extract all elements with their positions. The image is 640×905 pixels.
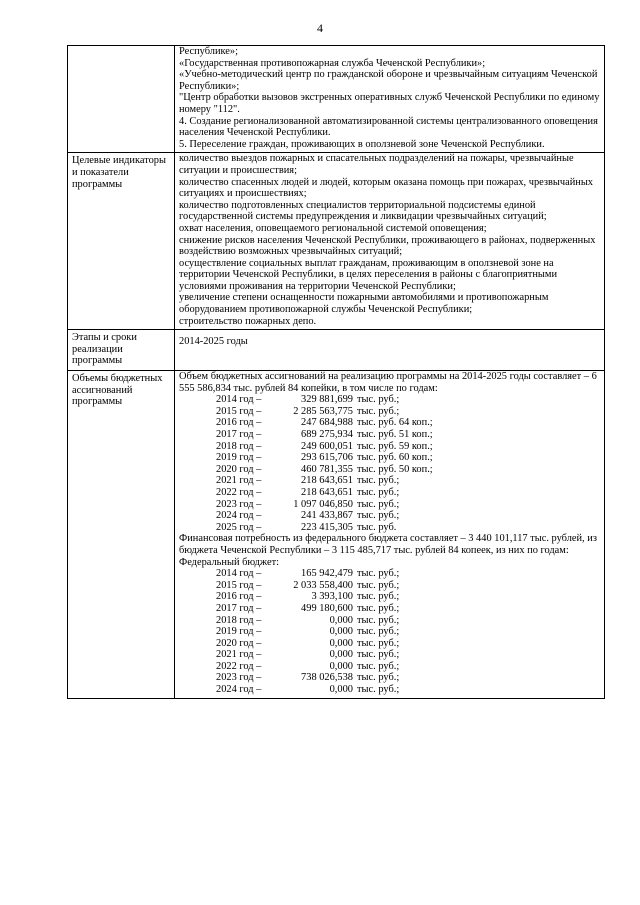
- year-row: [179, 487, 601, 499]
- year-row: [179, 429, 601, 441]
- text-line: охват населения, оповещаемого региональной системой оповещения;: [179, 222, 487, 234]
- year-label: 2024 год –: [216, 684, 262, 696]
- year-amount: 0,000: [329, 637, 353, 649]
- page-number: 4: [317, 21, 323, 35]
- year-amount: 0,000: [329, 614, 353, 626]
- year-amount: 218 643,651: [301, 475, 353, 487]
- year-row: [179, 394, 601, 406]
- year-unit: тыс. руб. 64 коп.;: [357, 417, 433, 429]
- federal-year-row: [179, 591, 601, 603]
- row-value: 2014-2025 годы: [179, 336, 248, 348]
- federal-year-row: [179, 568, 601, 580]
- year-amount: 0,000: [329, 626, 353, 638]
- year-unit: тыс. руб. 51 коп.;: [357, 429, 433, 440]
- year-unit: тыс. руб.;: [357, 579, 400, 591]
- year-unit: тыс. руб.;: [357, 626, 400, 638]
- year-label: 2024 год –: [216, 510, 262, 522]
- year-unit: тыс. руб.;: [357, 486, 400, 498]
- year-amount: 689 275,934: [301, 429, 353, 440]
- federal-budget-heading: Федеральный бюджет:: [179, 556, 279, 568]
- year-label: 2023 год –: [216, 498, 262, 510]
- row-label: [68, 46, 175, 152]
- year-label: 2018 год –: [216, 614, 262, 626]
- text-line: снижение рисков населения Чеченской Республики, проживающего в районах, подверженных воздействию возможных чрезвычайных ситуаций;: [179, 234, 596, 258]
- federal-year-row: [179, 672, 601, 684]
- finance-need-text: Финансовая потребность из федерального бюджета составляет – 3 440 101,117 тыс. рублей, из бюджета Чеченской Республики – 3 115 485,717 тыс. рублей 84 копеек, из них по годам:: [179, 533, 597, 556]
- year-amount: 0,000: [329, 649, 353, 661]
- year-row: [179, 464, 601, 476]
- year-amount: 2 285 563,775: [293, 405, 353, 417]
- year-label: 2016 год –: [216, 591, 262, 603]
- federal-year-row: [179, 638, 601, 650]
- year-amount: 218 643,651: [301, 486, 353, 498]
- text-line: Республике»;: [179, 46, 238, 57]
- year-amount: 293 615,706: [301, 452, 353, 464]
- year-unit: тыс. руб.;: [357, 637, 400, 649]
- year-unit: тыс. руб.;: [357, 602, 400, 614]
- year-unit: тыс. руб.;: [357, 405, 400, 417]
- year-unit: тыс. руб.;: [357, 672, 400, 684]
- year-row: [179, 406, 601, 418]
- year-amount: 223 415,305: [301, 521, 353, 533]
- year-unit: тыс. руб.;: [357, 649, 400, 661]
- year-unit: тыс. руб. 50 коп.;: [357, 463, 433, 475]
- year-amount: 249 600,051: [301, 440, 353, 452]
- year-label: 2017 год –: [216, 429, 262, 440]
- text-line: «Учебно-методический центр по гражданской обороне и чрезвычайным ситуациям Чеченской Республики»;: [179, 69, 598, 92]
- text-line: 5. Переселение граждан, проживающих в оползневой зоне Чеченской Республики.: [179, 138, 545, 150]
- year-label: 2015 год –: [216, 405, 262, 417]
- text-line: "Центр обработки вызовов экстренных оперативных служб Чеченской Республики по единому номеру "112".: [179, 92, 600, 115]
- year-row: [179, 475, 601, 487]
- text-line: количество спасенных людей и людей, которым оказана помощь при пожарах, чрезвычайных ситуациях и происшествиях;: [179, 176, 594, 200]
- year-label: 2018 год –: [216, 440, 262, 452]
- federal-year-row: [179, 615, 601, 627]
- text-line: «Государственная противопожарная служба Чеченской Республики»;: [179, 57, 486, 69]
- year-label: 2022 год –: [216, 486, 262, 498]
- year-label: 2020 год –: [216, 463, 262, 475]
- funding-intro: Объем бюджетных ассигнований на реализацию программы на 2014-2025 годы составляет – 6 555 586,834 тыс. рублей 84 копейки, в том числе по годам:: [179, 371, 597, 394]
- year-label: 2020 год –: [216, 637, 262, 649]
- year-unit: тыс. руб.;: [357, 614, 400, 626]
- year-label: 2025 год –: [216, 521, 262, 533]
- year-unit: тыс. руб.;: [357, 475, 400, 487]
- year-unit: тыс. руб.;: [357, 394, 400, 406]
- year-amount: 329 881,699: [301, 394, 353, 406]
- year-label: 2023 год –: [216, 672, 262, 684]
- year-label: 2016 год –: [216, 417, 262, 429]
- federal-year-row: [179, 684, 601, 696]
- row-value: [175, 46, 604, 152]
- year-label: 2017 год –: [216, 602, 262, 614]
- year-label: 2019 год –: [216, 626, 262, 638]
- year-label: 2015 год –: [216, 579, 262, 591]
- federal-year-row: [179, 661, 601, 673]
- text-line: количество выездов пожарных и спасательных подразделений на пожары, чрезвычайные ситуации и происшествия;: [179, 153, 574, 176]
- year-row: [179, 510, 601, 522]
- year-amount: 165 942,479: [301, 568, 353, 580]
- year-unit: тыс. руб.;: [357, 498, 400, 510]
- funding-years-list: [179, 394, 601, 533]
- text-line: увеличение степени оснащенности пожарными автомобилями и противопожарным оборудованием противопожарной службы Чеченской Республики;: [179, 292, 549, 316]
- year-unit: тыс. руб.;: [357, 510, 400, 522]
- federal-year-row: [179, 580, 601, 592]
- year-unit: тыс. руб. 59 коп.;: [357, 440, 433, 452]
- year-amount: 247 684,988: [301, 417, 353, 429]
- year-unit: тыс. руб. 60 коп.;: [357, 452, 433, 464]
- text-line: осуществление социальных выплат гражданам, проживающим в оползневой зоне на территории Чеченской Республики, в целях переселения в районы с благоприятными условиями проживания на территории Чеченской Республики;: [179, 257, 557, 292]
- passport-table: [67, 45, 605, 699]
- year-row: [179, 522, 601, 534]
- year-row: [179, 441, 601, 453]
- year-label: 2022 год –: [216, 660, 262, 672]
- year-unit: тыс. руб.;: [357, 568, 400, 580]
- row-label: Этапы и сроки реализации программы: [68, 330, 175, 370]
- table-row: [68, 46, 604, 152]
- row-value: [175, 153, 604, 329]
- year-label: 2014 год –: [216, 568, 262, 580]
- year-unit: тыс. руб.;: [357, 684, 400, 696]
- row-value: [175, 371, 604, 698]
- year-unit: тыс. руб.;: [357, 660, 400, 672]
- year-amount: 0,000: [329, 684, 353, 696]
- year-amount: 499 180,600: [301, 602, 353, 614]
- federal-years-list: [179, 568, 601, 696]
- year-amount: 3 393,100: [311, 591, 353, 603]
- year-row: [179, 499, 601, 511]
- year-row: [179, 417, 601, 429]
- federal-year-row: [179, 649, 601, 661]
- row-label: Объемы бюджетных ассигнований программы: [68, 371, 175, 698]
- year-label: 2021 год –: [216, 649, 262, 661]
- year-amount: 1 097 046,850: [293, 498, 353, 510]
- year-amount: 2 033 558,400: [293, 579, 353, 591]
- table-row: [68, 152, 604, 329]
- year-amount: 0,000: [329, 660, 353, 672]
- year-label: 2014 год –: [216, 394, 262, 406]
- year-amount: 241 433,867: [301, 510, 353, 522]
- year-label: 2019 год –: [216, 452, 262, 464]
- year-row: [179, 452, 601, 464]
- row-label: Целевые индикаторы и показатели программы: [68, 153, 175, 329]
- table-row: [68, 329, 604, 370]
- year-amount: 460 781,355: [301, 463, 353, 475]
- text-line: 4. Создание регионализованной автоматизированной системы централизованного оповещения населения Чеченской Республики.: [179, 115, 598, 139]
- federal-year-row: [179, 626, 601, 638]
- text-line: количество подготовленных специалистов территориальной подсистемы единой государственной системы предупреждения и ликвидации чрезвычайных ситуаций;: [179, 199, 547, 223]
- federal-year-row: [179, 603, 601, 615]
- table-row: [68, 370, 604, 698]
- year-label: 2021 год –: [216, 475, 262, 487]
- text-line: строительство пожарных депо.: [179, 315, 317, 327]
- year-amount: 738 026,538: [301, 672, 353, 684]
- year-unit: тыс. руб.;: [357, 591, 400, 603]
- year-unit: тыс. руб.: [357, 521, 397, 533]
